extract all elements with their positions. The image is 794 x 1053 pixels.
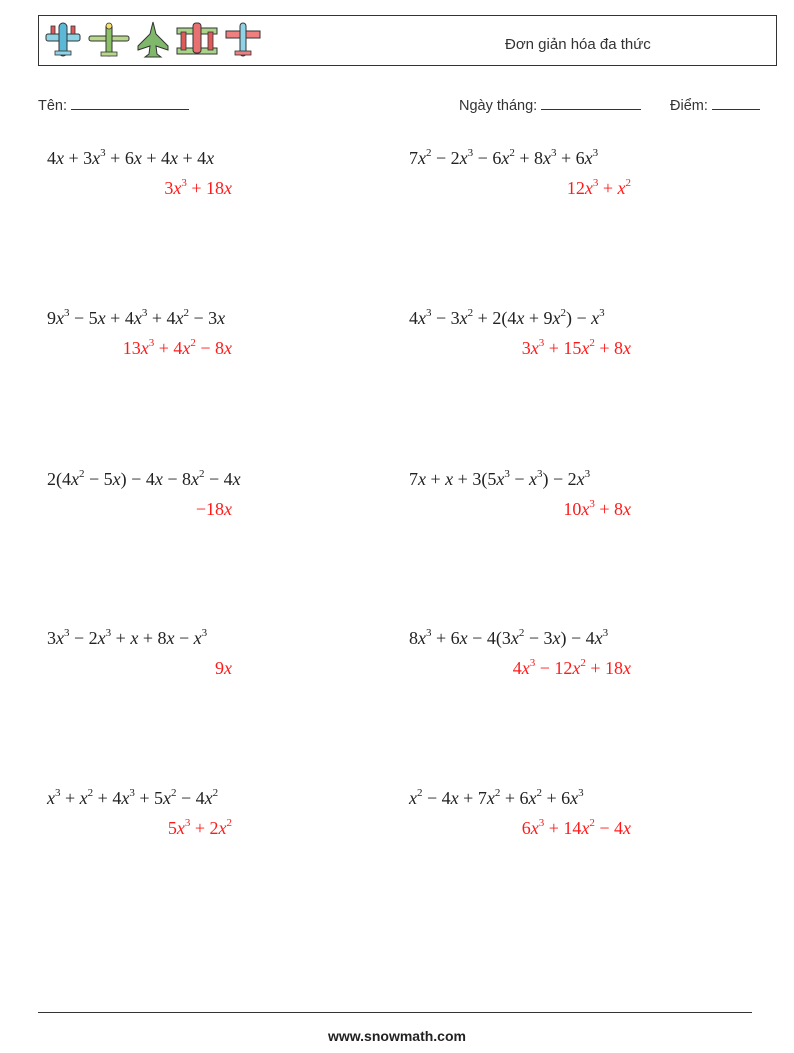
worksheet-title: Đơn giản hóa đa thức [505,36,651,53]
problem-question: $4x + 3x^3 + 6x + 4x + 4x$ [47,147,215,168]
problem-answer: $10x^3 + 8x$ [563,498,631,519]
header-box [38,15,777,66]
name-label: Tên: [38,98,68,114]
fighter-jet-icon [135,20,171,60]
decorative-planes [43,20,263,62]
problem-answer: $12x^3 + x^2$ [566,177,631,198]
airplane-red-icon [223,20,263,60]
problem-answer: $3x^3 + 18x$ [164,177,232,198]
problem-answer: $5x^3 + 2x^2$ [167,817,232,838]
problem-answer: $13x^3 + 4x^2 - 8x$ [122,337,232,358]
biplane-green-icon [175,20,219,60]
airplane-blue-icon [43,20,83,60]
problem-answer: 9x [215,658,232,678]
problem-question: $x^2 - 4x + 7x^2 + 6x^2 + 6x^3$ [409,787,584,808]
date-blank[interactable] [541,95,641,110]
footer-website: www.snowmath.com [328,1028,466,1044]
problem-question: $2(4x^2 - 5x) - 4x - 8x^2 - 4x$ [47,468,241,489]
date-field [459,95,641,114]
problem-question: $7x + x + 3(5x^3 - x^3) - 2x^3$ [409,468,591,489]
problem-question: $x^3 + x^2 + 4x^3 + 5x^2 - 4x^2$ [47,787,219,808]
footer-divider [38,1012,752,1013]
problem-answer: $3x^3 + 15x^2 + 8x$ [521,337,631,358]
score-blank[interactable] [712,95,760,110]
date-label: Ngày tháng: [459,98,538,114]
airplane-green-icon [87,20,131,60]
score-field [670,95,760,114]
problem-question: $4x^3 - 3x^2 + 2(4x + 9x^2) - x^3$ [409,307,605,328]
problem-answer: $6x^3 + 14x^2 - 4x$ [521,817,631,838]
problem-question: $3x^3 - 2x^3 + x + 8x - x^3$ [47,627,208,648]
problem-question: $7x^2 - 2x^3 - 6x^2 + 8x^3 + 6x^3$ [409,147,599,168]
score-label: Điểm: [670,98,708,114]
name-field [38,95,189,114]
problem-answer: −18x [195,499,232,519]
problem-answer: $4x^3 - 12x^2 + 18x$ [512,657,631,678]
name-blank[interactable] [71,95,189,110]
problem-question: $9x^3 - 5x + 4x^3 + 4x^2 - 3x$ [47,307,226,328]
problem-question: $8x^3 + 6x - 4(3x^2 - 3x) - 4x^3$ [409,627,609,648]
